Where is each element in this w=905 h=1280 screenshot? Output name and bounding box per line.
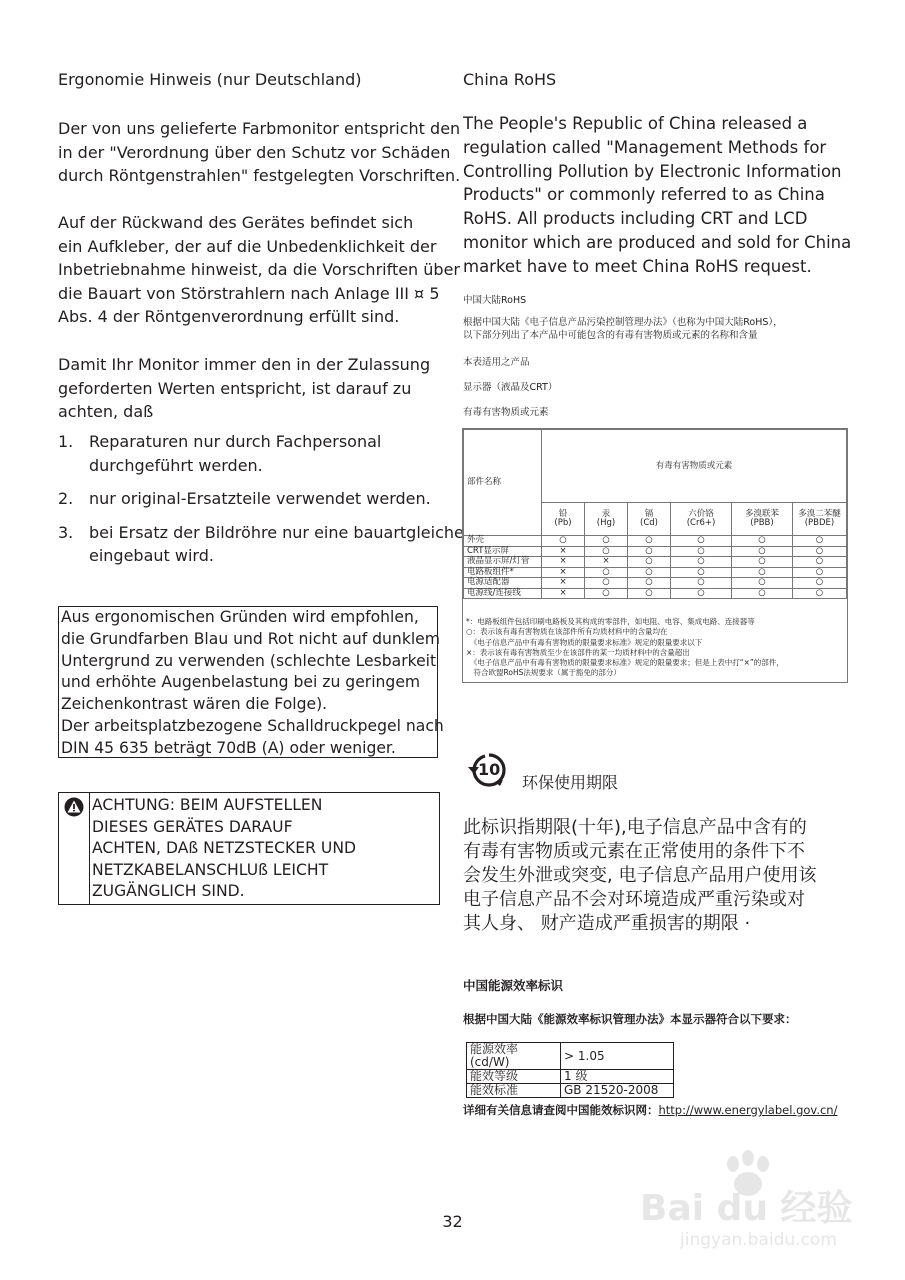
table-cell: ○ <box>585 546 628 557</box>
column-header: 六价铬 (Cr6+) <box>671 503 732 536</box>
table-cell: ○ <box>585 536 628 547</box>
text-line: Inbetriebnahme hinweist, da die Vorschriften über <box>58 260 460 279</box>
table-cell: ○ <box>585 578 628 589</box>
text-line: Products" or commonly referred to as China <box>463 185 825 205</box>
table-cell: ○ <box>671 588 732 599</box>
energy-intro: 根据中国大陆《能源效率标识管理办法》本显示器符合以下要求： <box>463 1012 797 1026</box>
text-line: 以下部分列出了本产品中可能包含的有毒有害物质或元素的名称和含量 <box>463 330 758 341</box>
table-cell: ○ <box>732 536 793 547</box>
text-line: durch Röntgenstrahlen" festgelegten Vorschriften. <box>58 166 461 185</box>
text-line: nur original-Ersatzteile verwendet werden. <box>89 489 431 508</box>
table-cell: ○ <box>628 536 671 547</box>
ergonomie-heading: Ergonomie Hinweis (nur Deutschland) <box>58 70 362 89</box>
table-cell: × <box>542 588 585 599</box>
ergonomie-paragraph-2 <box>58 211 460 329</box>
watermark-brand: Bai du 经验 <box>640 1188 853 1229</box>
table-cell: ○ <box>585 567 628 578</box>
table-row <box>464 536 847 547</box>
energy-table <box>466 1042 674 1098</box>
text-line: 《电子信息产品中有毒有害物质的限量要求标准》规定的限量要求以下 <box>466 637 703 647</box>
table-cell: GB 21520-2008 <box>561 1084 674 1098</box>
table-cell: × <box>542 578 585 589</box>
table-cell: ○ <box>793 578 847 589</box>
column-header: 多溴联苯 (PBB) <box>732 503 793 536</box>
text-line: ○：表示该有毒有害物质在该部件所有均质材料中的含量均在 <box>466 627 668 637</box>
text-line: market have to meet China RoHS request. <box>463 256 812 276</box>
column-header: 镉 (Cd) <box>628 503 671 536</box>
epup-description <box>463 816 816 936</box>
table-cell: × <box>542 567 585 578</box>
table-cell: ○ <box>628 567 671 578</box>
table-cell: ○ <box>793 588 847 599</box>
column-header: 铅 (Pb) <box>542 503 585 536</box>
table-row <box>464 546 847 557</box>
watermark-url: jingyan.baidu.com <box>680 1230 837 1250</box>
text-line: Damit Ihr Monitor immer den in der Zulassung <box>58 355 431 374</box>
epup-label: 环保使用期限 <box>522 773 619 792</box>
china-rohs-heading: China RoHS <box>463 70 557 89</box>
table-row <box>464 588 847 599</box>
row-part: 电路板组件* <box>464 567 542 578</box>
table-cell: ○ <box>793 546 847 557</box>
list-item <box>58 521 464 568</box>
table-cell: × <box>585 557 628 568</box>
table-cell: ○ <box>671 578 732 589</box>
ergonomie-paragraph-1 <box>58 117 460 188</box>
table-cell: ○ <box>671 536 732 547</box>
text-line: und erhöhte Augenbelastung bei zu geringem <box>61 673 421 692</box>
warning-text <box>92 795 356 903</box>
table-cell: 能效等级 <box>467 1070 561 1084</box>
text-line: 此标识指期限(十年),电子信息产品中含有的 <box>463 817 807 838</box>
cn-rohs-paragraph <box>463 316 783 342</box>
energy-more-text: 详细有关信息请查阅中国能效标识网： <box>463 1103 659 1117</box>
baidu-watermark <box>640 1150 853 1260</box>
text-line: *：电路板组件包括印刷电路板及其构成的零部件，如电阻、电容、集成电路、连接器等 <box>466 617 755 626</box>
cn-applies-label: 本表适用之产品 <box>463 357 530 368</box>
table-cell: ○ <box>542 536 585 547</box>
table-cell: ○ <box>628 588 671 599</box>
text-line: ACHTUNG: BEIM AUFSTELLEN <box>92 796 323 814</box>
table-cell: ○ <box>793 567 847 578</box>
warning-box <box>58 792 440 905</box>
group-header: 有毒有害物质或元素 <box>542 430 847 503</box>
text-line: geforderten Werten entspricht, ist darauf zu <box>58 378 412 398</box>
text-line: regulation called "Management Methods for <box>463 137 827 157</box>
rohs-table-frame <box>462 428 848 683</box>
text-line: Controlling Pollution by Electronic Information <box>463 161 842 181</box>
text-line: in der "Verordnung über den Schutz vor Schäden <box>58 142 451 162</box>
table-row <box>467 1084 674 1098</box>
cn-substances-label: 有毒有害物质或元素 <box>463 407 549 418</box>
table-cell: × <box>542 557 585 568</box>
table-cell: ○ <box>732 588 793 599</box>
text-line: ×：表示该有毒有害物质至少在该部件的某一均质材料中的含量超出 <box>466 647 690 657</box>
text-line: eingebaut wird. <box>89 546 214 565</box>
row-part: 外壳 <box>464 536 542 547</box>
ergonomic-recommendation-box <box>58 606 444 758</box>
list-item <box>58 430 464 477</box>
list-number: 1. <box>58 432 74 451</box>
text-line: 会发生外泄或突变, 电子信息产品用户使用该 <box>463 865 817 886</box>
table-cell: ○ <box>628 578 671 589</box>
text-line: monitor which are produced and sold for China <box>463 232 852 252</box>
table-cell: ○ <box>671 567 732 578</box>
list-number: 3. <box>58 522 74 542</box>
energy-title: 中国能源效率标识 <box>463 978 564 993</box>
text-line: DIN 45 635 beträgt 70dB (A) oder weniger. <box>61 738 396 757</box>
text-line: Aus ergonomischen Gründen wird empfohlen, <box>61 608 419 626</box>
table-cell: ○ <box>628 546 671 557</box>
column-header: 汞 (Hg) <box>585 503 628 536</box>
cn-product-label: 显示器（液晶及CRT） <box>463 382 558 393</box>
list-item <box>58 487 464 511</box>
text-line: Der von uns gelieferte Farbmonitor entspricht den <box>58 119 461 138</box>
list-number: 2. <box>58 489 74 508</box>
text-line: Abs. 4 der Röntgenverordnung erfüllt sind. <box>58 307 400 326</box>
text-line: RoHS. All products including CRT and LCD <box>463 209 808 229</box>
column-header: 多溴二苯醚 (PBDE) <box>793 503 847 536</box>
energy-more-info <box>463 1102 837 1118</box>
table-cell: ○ <box>793 536 847 547</box>
table-row <box>464 578 847 589</box>
epup-number: 10 <box>478 760 501 779</box>
text-line: Auf der Rückwand des Gerätes befindet sich <box>58 213 414 232</box>
row-part: 电源线/连接线 <box>464 588 542 599</box>
table-cell: ○ <box>732 567 793 578</box>
text-line: 《电子信息产品中有毒有害物质的限量要求标准》规定的限量要求；但是上表中打“×”的部件， <box>466 658 784 668</box>
table-cell: × <box>542 546 585 557</box>
china-rohs-paragraph <box>463 112 851 279</box>
text-line: 符合欧盟RoHS法规要求（属于豁免的部分） <box>466 668 621 678</box>
row-part: 电源适配器 <box>464 578 542 589</box>
cn-rohs-title: 中国大陆RoHS <box>463 295 527 306</box>
text-line: durchgeführt werden. <box>89 455 263 475</box>
text-line: die Grundfarben Blau und Rot nicht auf dunklem <box>61 629 440 648</box>
table-row <box>464 567 847 578</box>
table-cell: 能效标准 <box>467 1084 561 1098</box>
table-cell: ○ <box>671 557 732 568</box>
page-number: 32 <box>442 1212 463 1231</box>
table-row <box>467 1070 674 1084</box>
box-text <box>61 607 444 760</box>
rohs-table <box>463 429 847 599</box>
requirements-list <box>58 430 464 578</box>
text-line: 根据中国大陆《电子信息产品污染控制管理办法》（也称为中国大陆RoHS）， <box>463 317 783 328</box>
table-cell: ○ <box>671 546 732 557</box>
table-cell: ○ <box>585 588 628 599</box>
table-cell: ○ <box>732 557 793 568</box>
table-notes <box>466 617 784 679</box>
text-line: Reparaturen nur durch Fachpersonal <box>89 432 382 451</box>
table-cell: 1 级 <box>561 1070 674 1084</box>
text-line: Untergrund zu verwenden (schlechte Lesbarkeit <box>61 651 437 670</box>
text-line: 其人身、 财产造成严重损害的期限 · <box>463 913 751 934</box>
energy-label-link[interactable]: http://www.energylabel.gov.cn/ <box>658 1103 838 1117</box>
warning-icon-cell <box>59 793 90 904</box>
table-cell: ○ <box>732 578 793 589</box>
text-line: die Bauart von Störstrahlern nach Anlage III ¤ 5 <box>58 283 440 303</box>
row-part: 液晶显示屏/灯管 <box>464 557 542 568</box>
part-header: 部件名称 <box>464 430 542 536</box>
table-cell: ○ <box>793 557 847 568</box>
text-line: ZUGÄNGLICH SIND. <box>92 882 245 901</box>
table-cell: ○ <box>628 557 671 568</box>
text-line: Der arbeitsplatzbezogene Schalldruckpegel nach <box>61 716 444 735</box>
text-line: 电子信息产品不会对环境造成严重污染或对 <box>463 889 805 910</box>
text-line: The People's Republic of China released a <box>463 114 808 133</box>
text-line: NETZKABELANSCHLUß LEICHT <box>92 860 329 879</box>
text-line: 有毒有害物质或元素在正常使用的条件下不 <box>463 841 805 862</box>
table-row <box>464 557 847 568</box>
row-part: CRT显示屏 <box>464 546 542 557</box>
text-line: achten, daß <box>58 402 154 421</box>
ergonomie-paragraph-3 <box>58 353 430 424</box>
text-line: ein Aufkleber, der auf die Unbedenklichkeit der <box>58 236 437 256</box>
text-line: bei Ersatz der Bildröhre nur eine bauartgleiche <box>89 522 464 542</box>
epup-logo <box>465 753 513 787</box>
table-row <box>467 1043 674 1070</box>
table-cell: ○ <box>732 546 793 557</box>
table-cell: 能源效率(cd/W) <box>467 1043 561 1070</box>
text-line: ACHTEN, DAß NETZSTECKER UND <box>92 839 356 858</box>
text-line: Zeichenkontrast wären die Folge). <box>61 695 328 714</box>
warning-icon <box>64 797 84 817</box>
text-line: DIESES GERÄTES DARAUF <box>92 817 293 836</box>
table-cell: > 1.05 <box>561 1043 674 1070</box>
